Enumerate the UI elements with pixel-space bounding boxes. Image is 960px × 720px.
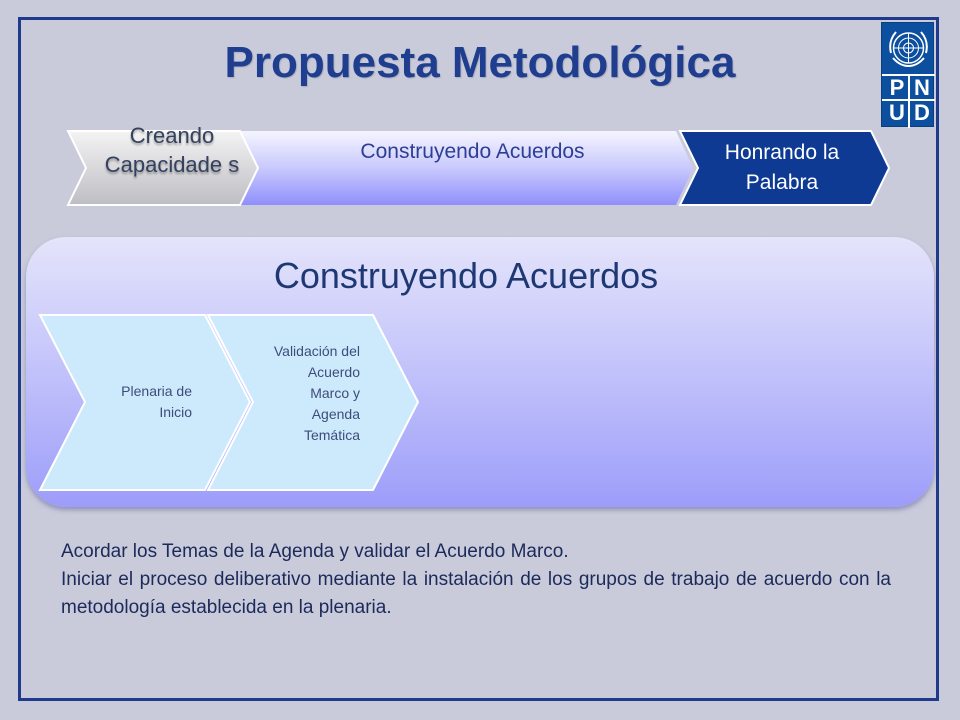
step-label-plenaria: Plenaria de Inicio: [121, 383, 192, 420]
description: [61, 538, 891, 622]
logo-letter-p: P: [889, 75, 905, 100]
description-line-2: Iniciar el proceso deliberativo mediante la instalación de los grupos de trabajo de acuerdo con la metodología establecida en la plenaria.: [61, 569, 891, 618]
stage-label-creando: Creando Capacidade s: [104, 123, 240, 177]
panel-title: Construyendo Acuerdos: [273, 255, 659, 296]
logo-letter-u: U: [889, 100, 905, 125]
stage-label-honrando: Honrando la Palabra: [724, 141, 840, 194]
logo-letter-n: N: [914, 75, 930, 100]
stage-label-construyendo: Construyendo Acuerdos: [360, 140, 585, 163]
logo-letter-d: D: [914, 100, 930, 125]
description-line-1: Acordar los Temas de la Agenda y validar el Acuerdo Marco.: [61, 541, 569, 562]
page-title: Propuesta Metodológica: [224, 38, 736, 87]
step-label-validacion: Validación del Acuerdo Marco y Agenda Temática: [273, 343, 360, 443]
